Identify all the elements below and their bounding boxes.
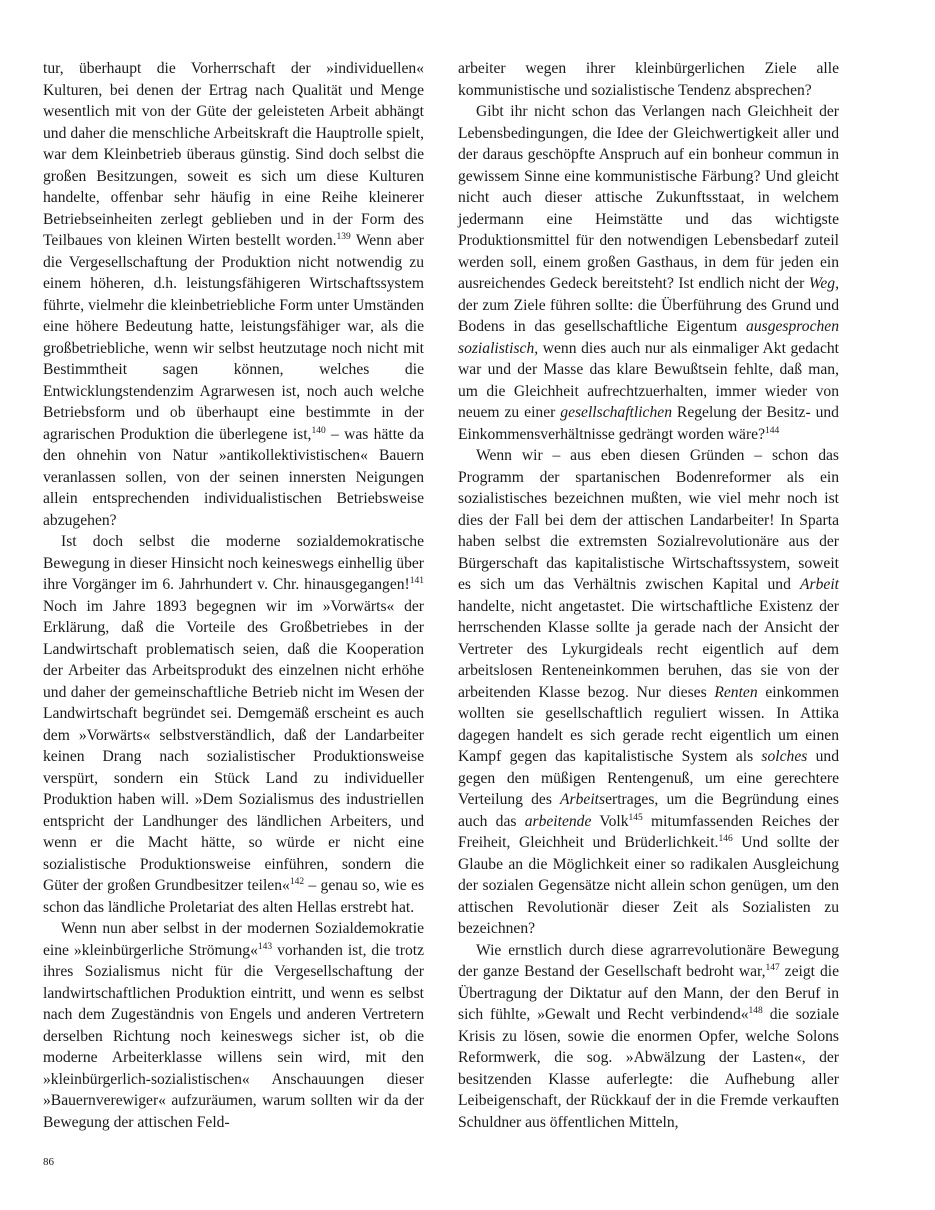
footnote-ref: 143 xyxy=(257,941,273,952)
italic-run: Arbeits xyxy=(560,791,606,808)
text-run: Und sollte der Glaube an die Möglichkeit einer so radikalen Ausgleichung der sozialen Gegensätze nicht allein schon genügen, um den attischen Revolutionär dieser Zeit als Sozialisten zu bezeichnen? xyxy=(458,834,839,937)
italic-run: solches xyxy=(761,748,808,765)
paragraph xyxy=(458,101,839,445)
paragraph xyxy=(458,940,839,1134)
text-run: Wenn aber die Vergesellschaftung der Produktion nicht notwendig zu einem höheren, d.h. leistungsfähigeren Wirtschaftssystem führte, vielmehr die kleinbetriebliche Form unter Umständen eine höhere Bedeutung hatte, leistungsfähiger war, als die großbetriebliche, wenn wir selbst heutzutage noch nicht mit Bestimmtheit sagen können, welches die Entwicklungstendenzim Agrarwesen ist, noch auch welche Betriebsform und ob überhaupt eine bestimmte in der agrarischen Produktion die überlegene ist, xyxy=(43,232,424,443)
text-run: arbeiter wegen ihrer kleinbürgerlichen Ziele alle kommunistische und sozialistische Tendenz absprechen? xyxy=(458,60,839,99)
paragraph xyxy=(43,918,424,1133)
footnote-ref: 148 xyxy=(748,1005,763,1016)
text-run: Gibt ihr nicht schon das Verlangen nach Gleichheit der Lebensbedingungen, die Idee der Gleichwertigkeit aller und der daraus geschöpfte Anspruch auf ein bonheur commun in gewissem Sinne eine kommunistische Färbung? Und gleicht nicht auch dieser attische Zukunftsstaat, in welchem jedermann eine Heimstätte und das wichtigste Produktionsmittel für den notwendigen Lebensbedarf zuteil werden soll, einem großen Gasthaus, in dem für jeden ein ausreichendes Gedeck bereitsteht? Ist endlich nicht der xyxy=(458,103,839,292)
footnote-ref: 142 xyxy=(289,876,305,887)
italic-run: Arbeit xyxy=(800,576,839,593)
text-run: Noch im Jahre 1893 begegnen wir im »Vorwärts« der Erklärung, daß die Vorteile des Großbetriebes in der Landwirtschaft problematisch seien, daß die Kooperation der Arbeiter das Arbeitsprodukt des einzelnen nicht erhöhe und daher der gemeinschaftliche Betrieb nicht im Wesen der Landwirtschaft begründet sei. Demgemäß erscheint es auch dem »Vorwärts« selbstverständlich, daß der Landarbeiter keinen Drang nach sozialistischer Produktionsweise verspürt, sondern ein Stück Land zu individueller Produktion haben will. »Dem Sozialismus des industriellen entspricht der Landhunger des ländlichen Arbeiters, und wenn er die Macht hätte, so würde er nicht eine sozialistische Produktionsweise einführen, sondern die Güter der großen Grundbesitzer teilen« xyxy=(43,597,424,894)
text-run: tur, überhaupt die Vorherrschaft der »individuellen« Kulturen, bei denen der Ertrag nach Qualität und Menge wesentlich mit von der Güte der geleisteten Arbeit abhängt und daher die menschliche Arbeitskraft die Hauptrolle spielt, war dem Kleinbetrieb überaus günstig. Sind doch selbst die großen Besitzungen, soweit es sich um diese Kulturen handelte, offenbar sehr häufig in eine Reihe kleinerer Betriebseinheiten zerlegt geblieben und in der Form des Teilbaues von kleinen Wirten bestellt worden. xyxy=(43,60,424,249)
text-run: Volk xyxy=(591,812,629,830)
paragraph xyxy=(458,58,839,101)
paragraph xyxy=(458,445,839,940)
paragraph xyxy=(43,531,424,918)
italic-run: gesellschaftlichen xyxy=(560,404,672,421)
footnote-ref: 141 xyxy=(409,575,424,586)
text-run: zeigt die Übertragung der Diktatur auf den Mann, der den Beruf in sich fühlte, »Gewalt und Recht verbindend« xyxy=(458,963,839,1023)
italic-run: Weg, xyxy=(808,275,839,292)
italic-run: Renten xyxy=(714,683,758,701)
text-run: Wenn wir – aus eben diesen Gründen – schon das Programm der spartanischen Bodenreformer als ein sozialistisches bezeichnen mußten, wie viel mehr noch ist dies der Fall bei dem der attischen Landarbeiter! In Sparta haben selbst die extremsten Sozialrevolutionäre aus der Bürgerschaft das kapitalistische Wirtschaftssystem, soweit es sich um das Verhältnis zwischen Kapital und xyxy=(458,447,839,593)
footnote-ref: 145 xyxy=(628,812,643,823)
footnote-ref: 139 xyxy=(336,231,351,242)
italic-run: arbeitende xyxy=(524,812,592,830)
text-run: Ist doch selbst die moderne sozialdemokratische Bewegung in dieser Hinsicht noch keineswegs einhellig über ihre Vorgänger im 6. Jahrhundert v. Chr. hinausgegangen! xyxy=(43,533,424,593)
text-run: Regelung der Besitz- und Einkommensverhältnisse gedrängt worden wäre? xyxy=(458,404,839,443)
paragraph xyxy=(43,58,424,531)
footnote-ref: 146 xyxy=(718,833,733,844)
italic-run: ausgesprochen sozialistisch, xyxy=(458,318,839,357)
text-run: Wie ernstlich durch diese agrarrevolutionäre Bewegung der ganze Bestand der Gesellschaft bedroht war, xyxy=(458,941,839,980)
text-run: einkommen wollten sie gesellschaftlich reguliert wissen. In Attika dagegen handelt es sich gerade recht eigentlich um einen Kampf gegen das kapitalistische System als xyxy=(458,683,839,765)
text-run: vorhanden ist, die trotz ihres Sozialismus nicht für die Vergesellschaftung der landwirtschaftlichen Produktion eintritt, und wenn es selbst nach dem Zugeständnis von Engels und anderen Vertretern derselben Richtung noch keineswegs sicher ist, ob die moderne Arbeiterklasse willens sein wird, mit den »kleinbürgerlich-sozialistischen« Anschauungen dieser »Bauernverewiger« aufzuräumen, warum sollten wir da der Bewegung der attischen Feld- xyxy=(43,941,425,1131)
right-column xyxy=(458,58,839,1133)
page-number: 86 xyxy=(43,1156,54,1168)
text-run: handelte, nicht angetastet. Die wirtschaftliche Existenz der herrschenden Klasse sollte ja gerade nach der Ansicht der Vertreter des Lykurgideals recht eigentlich auf dem arbeitslosen Renteneinkommen beruhen, das sie von der arbeitenden Klasse bezog. Nur dieses xyxy=(458,597,839,701)
text-run: – genau so, wie es schon das ländliche Proletariat des alten Hellas erstrebt hat. xyxy=(43,877,425,916)
text-run: die soziale Krisis zu lösen, sowie die enormen Opfer, welche Solons Reformwerk, die sog. »Abwälzung der Lasten«, der besitzenden Klasse auferlegte: die Aufhebung aller Leibeigenschaft, der Rückkauf der in die Fremde verkauften Schuldner aus öffentlichen Mitteln, xyxy=(458,1006,839,1131)
footnote-ref: 147 xyxy=(765,962,780,973)
footnote-ref: 144 xyxy=(765,425,780,436)
footnote-ref: 140 xyxy=(311,425,326,436)
text-run: der zum Ziele führen sollte: die Überführung des Grund und Bodens in das gesellschaftliche Eigentum xyxy=(458,296,839,335)
text-run: mitumfassenden Reiches der Freiheit, Gleichheit und Brüderlichkeit. xyxy=(458,812,839,851)
text-run: wenn dies auch nur als einmaliger Akt gedacht war und der Masse das klare Bewußtsein fehlte, daß man, um die Gleichheit aufrechtzuerhalten, immer wieder von neuem zu einer xyxy=(458,339,839,421)
text-run: Wenn nun aber selbst in der modernen Sozialdemokratie eine »kleinbürgerliche Strömung« xyxy=(43,920,424,959)
text-run: – was hätte da den ohnehin von Natur »antikollektivistischen« Bauern veranlassen sollen, von der seinen innersten Neigungen allein entsprechenden individualistischen Betriebsweise abzugehen? xyxy=(43,425,424,529)
left-column xyxy=(43,58,424,1133)
text-run: und gegen den müßigen Rentengenuß, um eine gerechtere Verteilung des xyxy=(458,748,839,808)
text-run: ertrages, um die Begründung eines auch das xyxy=(458,791,839,830)
